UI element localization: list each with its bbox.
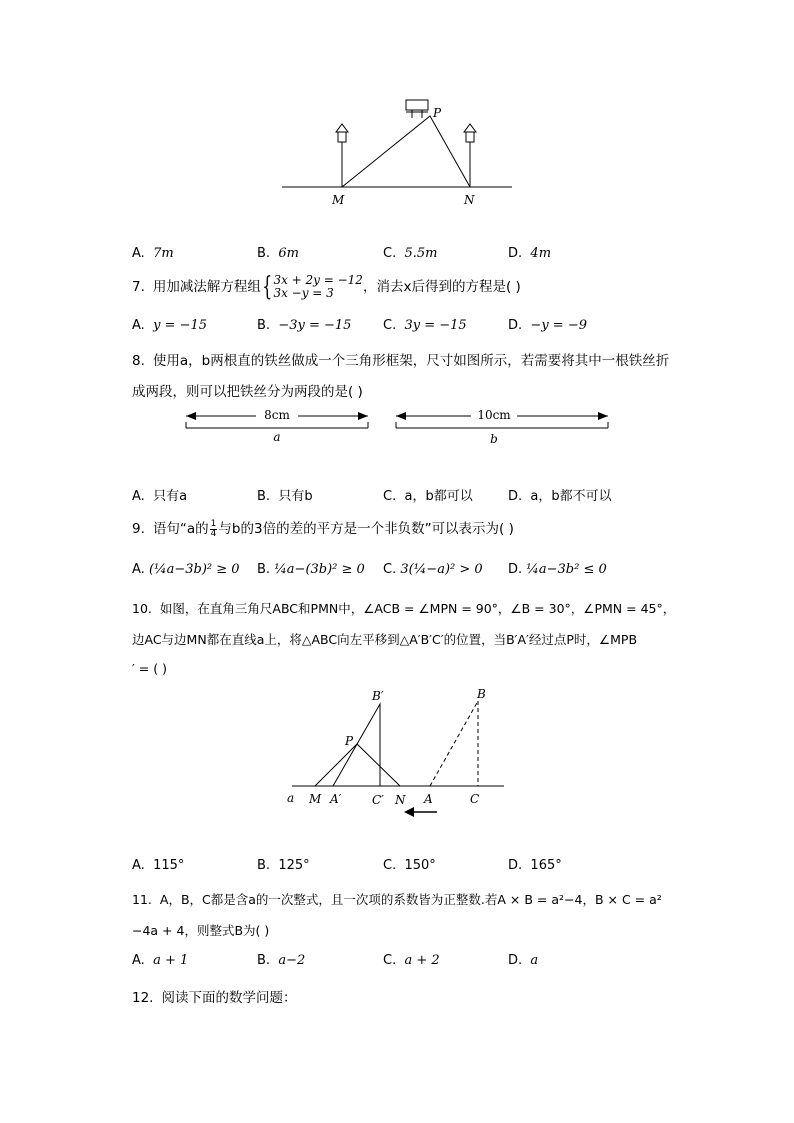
- label-m: M: [309, 792, 322, 806]
- q9-a-letter[interactable]: A.: [132, 562, 145, 577]
- figure-poles: [270, 92, 530, 212]
- q9-frac-den: 4: [210, 528, 217, 539]
- q8-d-letter[interactable]: D.: [508, 489, 523, 504]
- q8-b-text[interactable]: 只有b: [278, 489, 313, 504]
- figure-segments: [182, 404, 614, 448]
- q8-line1: 使用a，b两根直的铁丝做成一个三角形框架，尺寸如图所示，若需要将其中一根铁丝折: [152, 353, 670, 369]
- question-9: [132, 517, 514, 539]
- question-10-cont: [132, 630, 637, 648]
- q9-d-text[interactable]: ¼a−3b² ≤ 0: [526, 562, 607, 577]
- question-8: [132, 349, 669, 369]
- seg-a-length: 8cm: [264, 408, 290, 422]
- q7-b-letter[interactable]: B.: [257, 318, 271, 333]
- q7-post: ，消去x后得到的方程是( ): [362, 279, 521, 295]
- q11-c-text[interactable]: a + 2: [404, 953, 440, 968]
- q8-c-letter[interactable]: C.: [383, 489, 397, 504]
- question-8-cont: [132, 380, 363, 400]
- label-m: M: [332, 193, 345, 207]
- q10-b-text[interactable]: 125°: [278, 858, 310, 873]
- label-p: P: [345, 734, 354, 748]
- q8-c-text[interactable]: a，b都可以: [404, 489, 473, 504]
- question-7: [132, 274, 521, 300]
- q7-a-text[interactable]: y = −15: [153, 318, 207, 333]
- label-a-prime: A′: [330, 792, 342, 806]
- q9-a-text[interactable]: (¼a−3b)² ≥ 0: [148, 562, 240, 577]
- label-a: A: [424, 792, 433, 806]
- q10-a-text[interactable]: 115°: [153, 858, 185, 873]
- q10-number: 10.: [132, 601, 152, 616]
- figure-triangles: [282, 683, 512, 823]
- q9-fraction: [210, 520, 218, 539]
- q10-d-text[interactable]: 165°: [530, 858, 562, 873]
- q8-line2: 成两段，则可以把铁丝分为两段的是( ): [132, 384, 363, 400]
- q12-text: 阅读下面的数学问题：: [161, 990, 297, 1006]
- q11-a-text[interactable]: a + 1: [153, 953, 189, 968]
- seg-a-name: a: [273, 430, 281, 444]
- q7-b-text[interactable]: −3y = −15: [278, 318, 352, 333]
- q7-a-letter[interactable]: A.: [132, 318, 145, 333]
- question-10-cont2: [132, 661, 167, 676]
- q11-d-text[interactable]: a: [530, 953, 539, 968]
- label-n: N: [395, 793, 406, 807]
- q11-line2: −4a + 4，则整式B为( ): [132, 923, 270, 938]
- q7-pre: 用加减法解方程组: [152, 279, 261, 295]
- q6-c-text[interactable]: 5.5m: [404, 246, 438, 261]
- q9-frac-num: 1: [210, 518, 217, 529]
- q7-c-letter[interactable]: C.: [383, 318, 397, 333]
- brace-icon: {: [262, 272, 273, 302]
- q7-system: [273, 274, 363, 300]
- label-n: N: [464, 193, 475, 207]
- seg-b-name: b: [490, 432, 498, 446]
- q6-c-letter[interactable]: C.: [383, 246, 397, 261]
- q7-c-text[interactable]: 3y = −15: [404, 318, 467, 333]
- q8-b-letter[interactable]: B.: [257, 489, 271, 504]
- q8-a-letter[interactable]: A.: [132, 489, 145, 504]
- label-a-line: a: [287, 791, 295, 805]
- q8-number: 8.: [132, 353, 145, 369]
- q11-b-letter[interactable]: B.: [257, 953, 271, 968]
- q10-line2: 边AC与边MN都在直线a上，将△ABC向左平移到△A′B′C′的位置，当B′A′经过点P时，∠MPB: [132, 632, 638, 647]
- q6-a-letter[interactable]: A.: [132, 246, 145, 261]
- q9-number: 9.: [132, 521, 145, 537]
- q10-line3: ′ = ( ): [132, 661, 167, 676]
- q7-number: 7.: [132, 279, 145, 295]
- q9-pre: 语句“a的: [152, 521, 209, 537]
- q10-line1: 如图，在直角三角尺ABC和PMN中，∠ACB = ∠MPN = 90°，∠B = 30°，∠PMN = 45°，: [159, 601, 676, 616]
- q9-c-text[interactable]: 3(¼−a)² > 0: [400, 562, 483, 577]
- q10-c-letter[interactable]: C.: [383, 858, 397, 873]
- q8-d-text[interactable]: a，b都不可以: [530, 489, 612, 504]
- q11-number: 11.: [132, 892, 152, 907]
- label-c: C: [470, 792, 480, 806]
- q9-d-letter[interactable]: D.: [508, 562, 523, 577]
- q7-eq2: 3x −y = 3: [273, 286, 334, 300]
- q9-c-letter[interactable]: C.: [383, 562, 397, 577]
- q7-d-letter[interactable]: D.: [508, 318, 523, 333]
- q6-b-text[interactable]: 6m: [278, 246, 299, 261]
- question-11-cont: [132, 921, 269, 939]
- q7-eq1: 3x + 2y = −12: [273, 273, 363, 287]
- q10-d-letter[interactable]: D.: [508, 858, 523, 873]
- q11-b-text[interactable]: a−2: [278, 953, 306, 968]
- label-b-prime: B′: [372, 689, 384, 703]
- q9-b-text[interactable]: ¼a−(3b)² ≥ 0: [274, 562, 365, 577]
- q10-c-text[interactable]: 150°: [404, 858, 436, 873]
- q6-d-text[interactable]: 4m: [530, 246, 552, 261]
- question-11: [132, 890, 662, 908]
- q8-a-text[interactable]: 只有a: [153, 489, 188, 504]
- q11-line1: A，B，C都是含a的一次整式，且一次项的系数皆为正整数.若A × B = a²−4，B × C = a²: [159, 892, 662, 907]
- q11-d-letter[interactable]: D.: [508, 953, 523, 968]
- q9-b-letter[interactable]: B.: [257, 562, 271, 577]
- q10-b-letter[interactable]: B.: [257, 858, 271, 873]
- q6-b-letter[interactable]: B.: [257, 246, 271, 261]
- label-c-prime: C′: [372, 793, 384, 807]
- q9-post: 与b的3倍的差的平方是一个非负数”可以表示为( ): [218, 521, 514, 537]
- seg-b-length: 10cm: [477, 408, 511, 422]
- label-p: P: [433, 106, 442, 120]
- q6-d-letter[interactable]: D.: [508, 246, 523, 261]
- q10-a-letter[interactable]: A.: [132, 858, 145, 873]
- q7-d-text[interactable]: −y = −9: [530, 318, 587, 333]
- q11-a-letter[interactable]: A.: [132, 953, 145, 968]
- q12-number: 12.: [132, 990, 154, 1006]
- question-10: [132, 599, 675, 617]
- q11-c-letter[interactable]: C.: [383, 953, 397, 968]
- question-12: [132, 986, 296, 1006]
- q6-a-text[interactable]: 7m: [153, 246, 174, 261]
- label-b: B: [477, 687, 486, 701]
